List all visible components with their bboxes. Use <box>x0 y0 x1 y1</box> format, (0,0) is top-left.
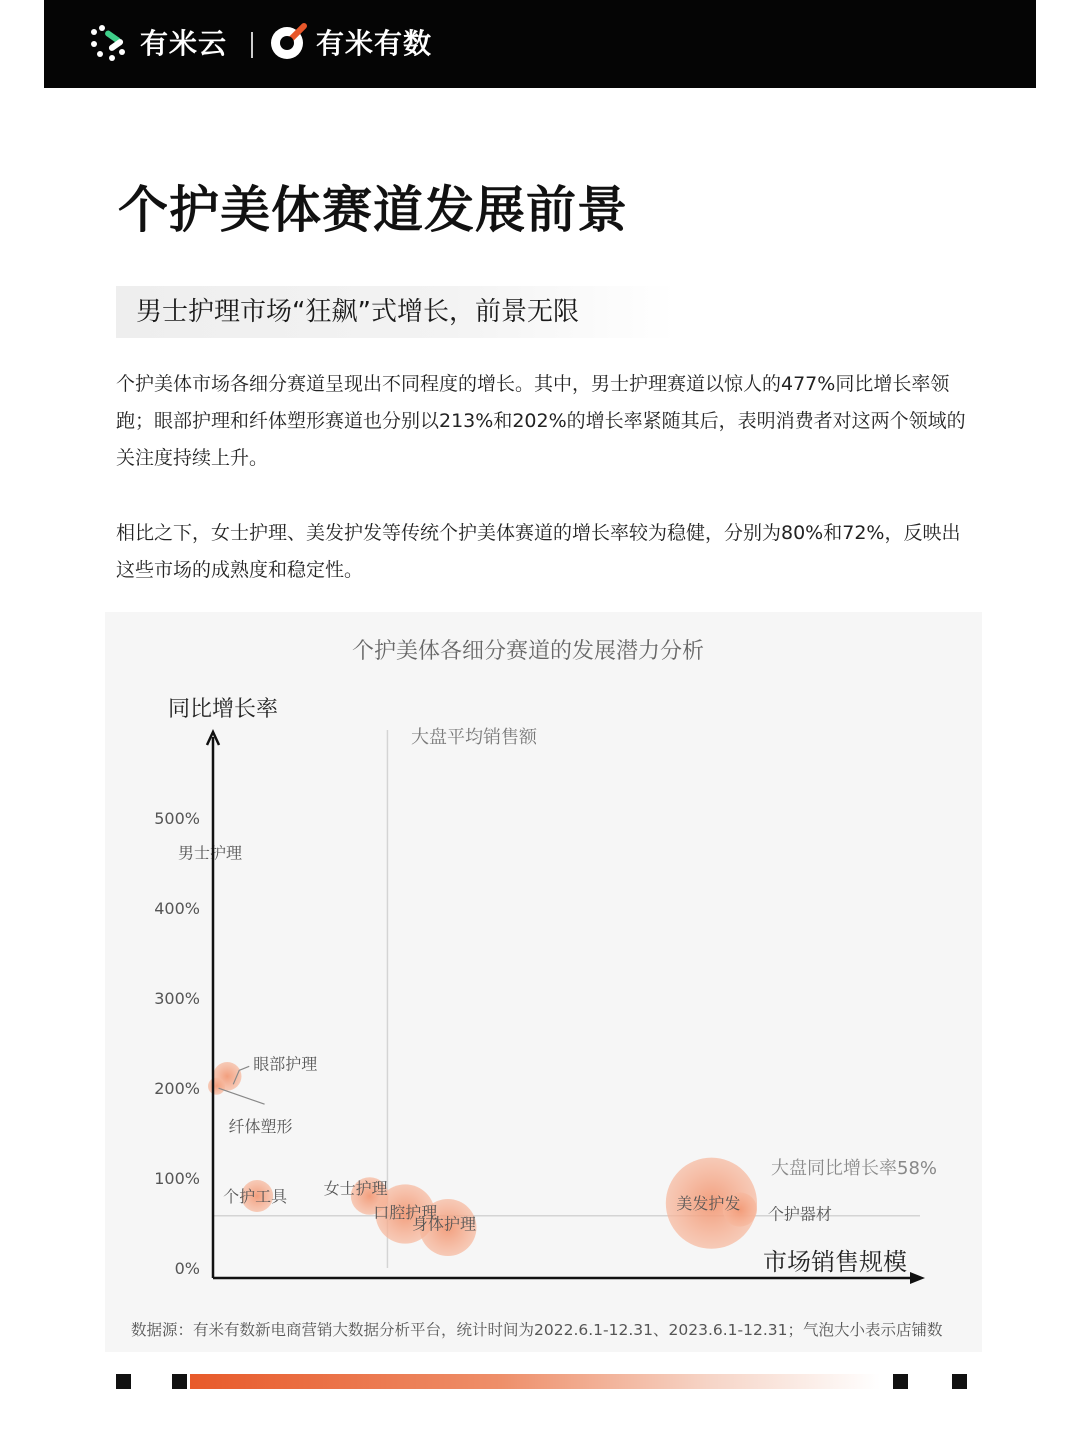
bubble <box>208 1078 225 1095</box>
footer-square-4 <box>952 1374 967 1389</box>
y-axis-label: 同比增长率 <box>168 697 279 722</box>
y-tick-label: 0% <box>174 1259 200 1278</box>
footer-square-3 <box>893 1374 908 1389</box>
y-tick-label: 200% <box>154 1079 200 1098</box>
bubble-label: 纤体塑形 <box>228 1117 293 1137</box>
brand-name-2: 有米有数 <box>316 27 433 60</box>
bubble-chart <box>105 612 982 1312</box>
y-tick-label: 300% <box>154 989 200 1008</box>
bubble-label: 个护器材 <box>767 1204 832 1224</box>
leader-line <box>219 1088 265 1104</box>
y-tick-label: 500% <box>154 809 200 828</box>
y-tick-label: 400% <box>154 899 200 918</box>
page-title: 个护美体赛道发展前景 <box>118 181 628 239</box>
paragraph-1: 个护美体市场各细分赛道呈现出不同程度的增长。其中，男士护理赛道以惊人的477%同比增长率领跑；眼部护理和纤体塑形赛道也分别以213%和202%的增长率紧随其后，表明消费者对这两个领域的关注度持续上升。 <box>116 373 966 469</box>
brand-name-1: 有米云 <box>140 27 228 60</box>
x-axis-label: 市场销售规模 <box>763 1248 907 1276</box>
bubble-label: 男士护理 <box>178 843 243 863</box>
footer-square-2 <box>172 1374 187 1389</box>
footer-square-1 <box>116 1374 131 1389</box>
logo-divider <box>251 32 253 58</box>
chart-title: 个护美体各细分赛道的发展潜力分析 <box>351 639 705 664</box>
y-tick-label: 100% <box>154 1169 200 1188</box>
youmi-cloud-logo[interactable] <box>88 22 227 62</box>
paragraph-2: 相比之下，女士护理、美发护发等传统个护美体赛道的增长率较为稳健，分别为80%和72%，反映出这些市场的成熟度和稳定性。 <box>116 522 961 581</box>
avg-growth-label: 大盘同比增长率58% <box>771 1158 938 1179</box>
avg-sales-label: 大盘平均销售额 <box>411 727 537 748</box>
youmi-data-logo[interactable] <box>268 22 432 62</box>
x-axis-arrow <box>910 1272 925 1284</box>
bubble-label: 口腔护理 <box>373 1203 438 1222</box>
bubble-label: 女士护理 <box>323 1179 388 1198</box>
youmi-cloud-icon <box>88 22 132 62</box>
section-subtitle: 男士护理市场“狂飙”式增长，前景无限 <box>116 286 676 338</box>
footer-gradient-bar <box>190 1374 880 1389</box>
bubble-label: 美发护发 <box>676 1194 741 1214</box>
youmi-data-icon <box>268 22 308 62</box>
bubble-label: 身体护理 <box>411 1214 476 1234</box>
bubble-label: 眼部护理 <box>253 1054 318 1074</box>
bubble-label: 个护工具 <box>223 1187 288 1206</box>
bubble-chart-panel <box>105 612 982 1352</box>
data-source-note: 数据源：有米有数新电商营销大数据分析平台，统计时间为2022.6.1-12.31、2023.6.1-12.31；气泡大小表示店铺数 <box>131 1321 943 1339</box>
